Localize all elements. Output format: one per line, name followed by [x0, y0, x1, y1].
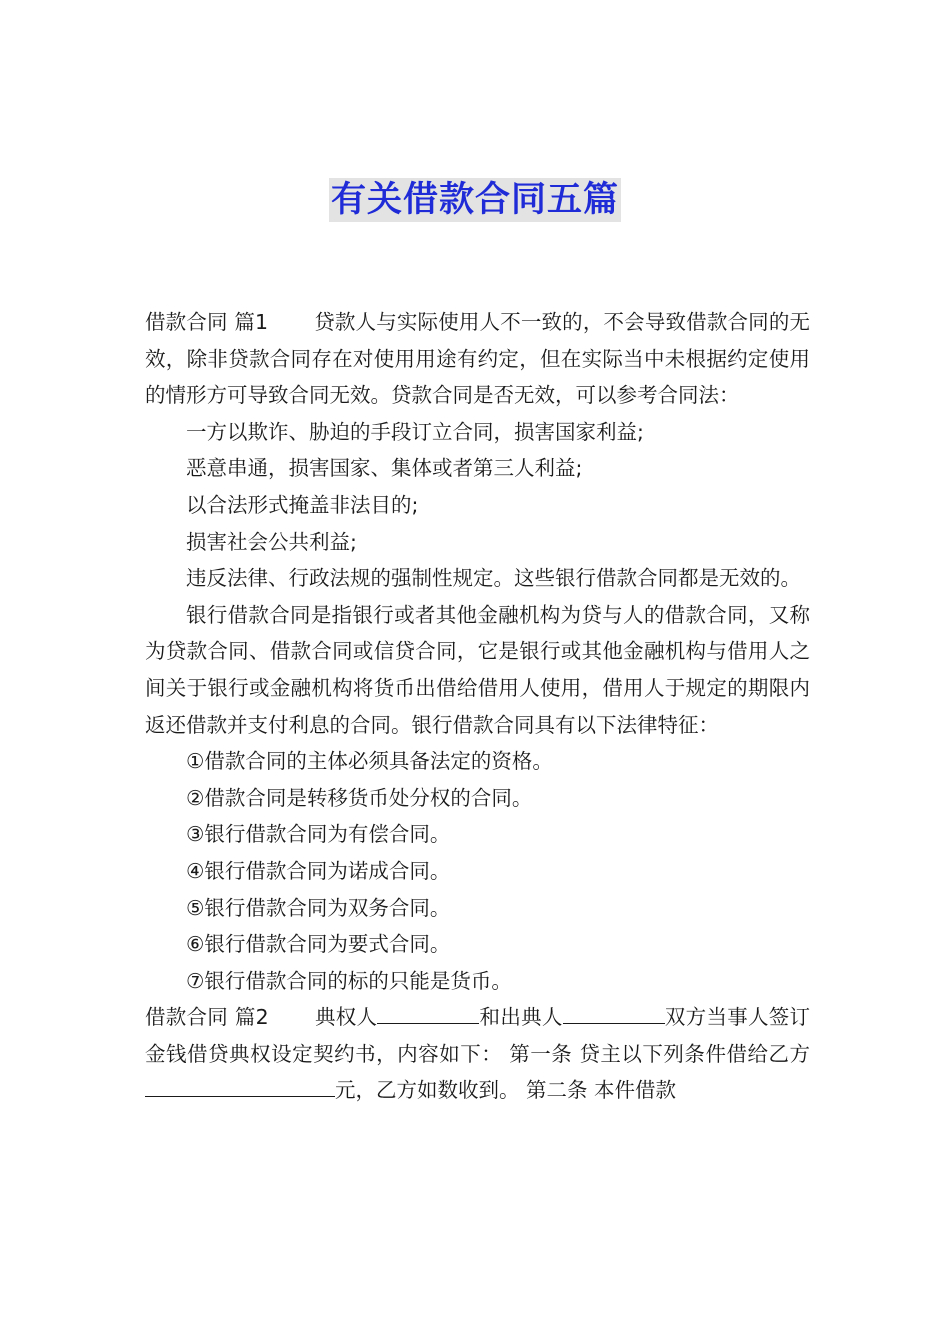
fill-in-blank: [563, 1003, 665, 1024]
feature-item: ③银行借款合同为有偿合同。: [186, 822, 451, 847]
section-2-text-part-2: 和出典人: [479, 1005, 563, 1030]
feature-item: ④银行借款合同为诺成合同。: [186, 858, 451, 883]
fill-in-blank: [145, 1076, 335, 1097]
list-item: 违反法律、行政法规的强制性规定。这些银行借款合同都是无效的。: [186, 566, 801, 591]
list-item: 恶意串通，损害国家、集体或者第三人利益;: [186, 456, 583, 481]
section-2-text-part-1: 典权人: [314, 1005, 378, 1030]
section-2-text-part-3: 双方当事人签订金钱借贷典权设定契约书，内容如下： 第一条 贷主以下列条件借给乙方: [145, 1005, 811, 1066]
document-title: 有关借款合同五篇: [330, 180, 619, 220]
section-2-text-part-4: 元，乙方如数收到。 第二条 本件借款: [335, 1078, 677, 1103]
feature-item: ②借款合同是转移货币处分权的合同。: [186, 785, 533, 810]
feature-item: ⑥银行借款合同为要式合同。: [186, 932, 451, 957]
section-1-paragraph-2: 银行借款合同是指银行或者其他金融机构为贷与人的借款合同，又称为贷款合同、借款合同或信贷合同，它是银行或其他金融机构与借用人之间关于银行或金融机构将货币出借给借用人使用，借用人于规定的期限内返还借款并支付利息的合同。银行借款合同具有以下法律特征：: [145, 602, 810, 737]
section-2-intro: [145, 999, 810, 1109]
section-1-heading: 借款合同 篇1: [145, 310, 269, 334]
fill-in-blank: [377, 1003, 479, 1024]
document-body: [145, 304, 810, 1109]
list-item: 以合法形式掩盖非法目的;: [186, 492, 419, 517]
feature-item: ①借款合同的主体必须具备法定的资格。: [186, 749, 553, 774]
feature-item: ⑦银行借款合同的标的只能是货币。: [186, 968, 512, 993]
list-item: 一方以欺诈、胁迫的手段订立合同，损害国家利益;: [186, 419, 644, 444]
feature-item: ⑤银行借款合同为双务合同。: [186, 895, 451, 920]
section-1-intro-text: 贷款人与实际使用人不一致的，不会导致借款合同的无效，除非贷款合同存在对使用用途有约定，但在实际当中未根据约定使用的情形方可导致合同无效。贷款合同是否无效，可以参考合同法：: [145, 310, 810, 408]
list-item: 损害社会公共利益;: [186, 529, 357, 554]
section-2-heading: 借款合同 篇2: [145, 1005, 269, 1030]
section-1-intro: [145, 304, 810, 414]
title-container: [0, 178, 950, 222]
